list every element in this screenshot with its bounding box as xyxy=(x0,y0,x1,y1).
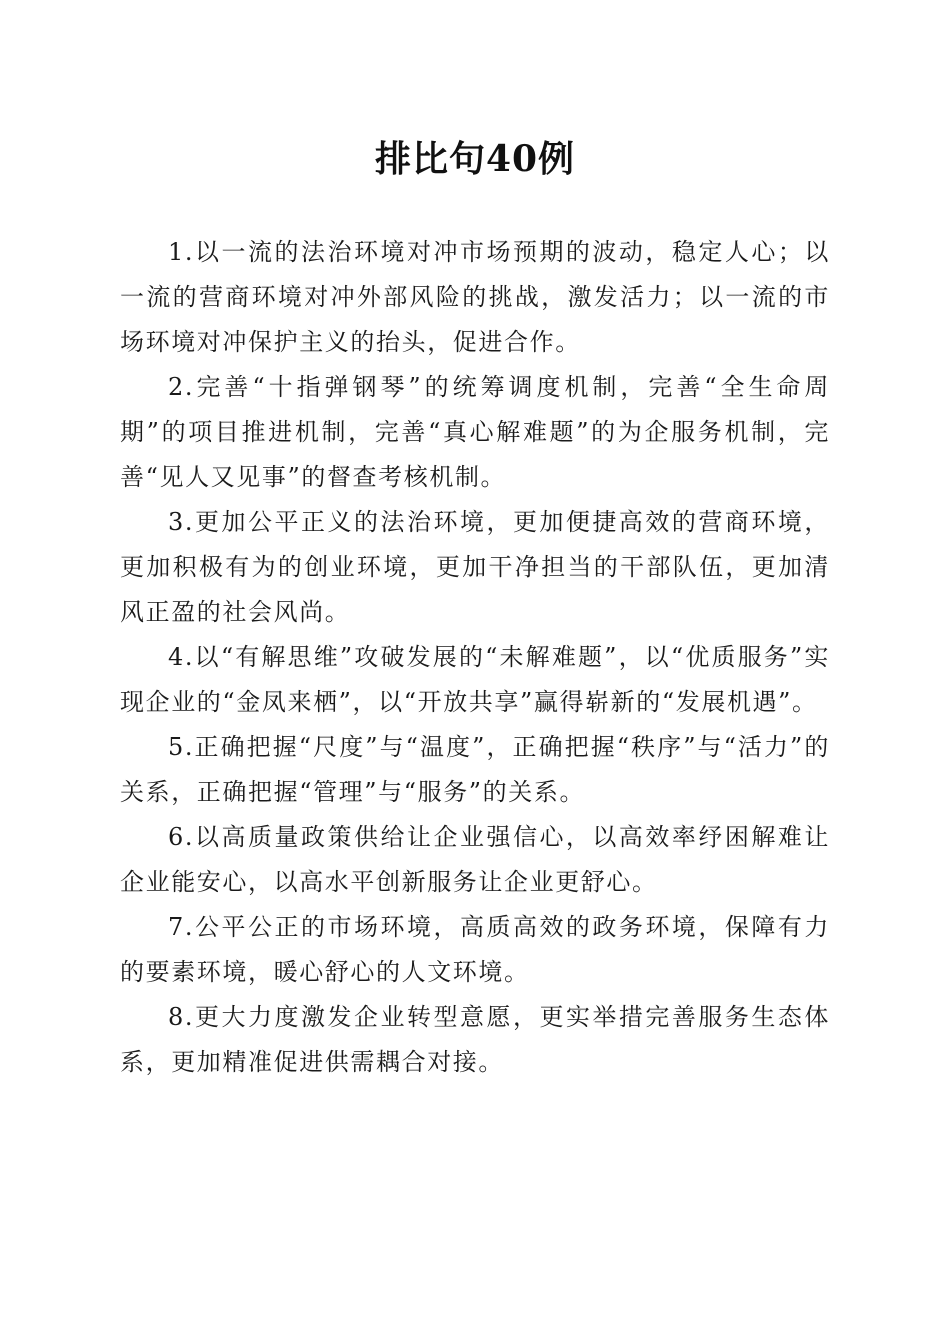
paragraph-2: 2.完善“十指弹钢琴”的统筹调度机制，完善“全生命周期”的项目推进机制，完善“真心解难题”的为企服务机制，完善“见人又见事”的督查考核机制。 xyxy=(120,373,830,491)
paragraph-1: 1.以一流的法治环境对冲市场预期的波动，稳定人心；以一流的营商环境对冲外部风险的挑战，激发活力；以一流的市场环境对冲保护主义的抬头，促进合作。 xyxy=(120,238,830,356)
paragraph-3: 3.更加公平正义的法治环境，更加便捷高效的营商环境，更加积极有为的创业环境，更加干净担当的干部队伍，更加清风正盈的社会风尚。 xyxy=(120,508,830,626)
paragraph-4: 4.以“有解思维”攻破发展的“未解难题”，以“优质服务”实现企业的“金凤来栖”，以“开放共享”赢得崭新的“发展机遇”。 xyxy=(120,643,830,716)
paragraph-8: 8.更大力度激发企业转型意愿，更实举措完善服务生态体系，更加精准促进供需耦合对接。 xyxy=(120,1003,830,1076)
paragraph-7: 7.公平公正的市场环境，高质高效的政务环境，保障有力的要素环境，暖心舒心的人文环境。 xyxy=(120,913,830,986)
paragraph-6: 6.以高质量政策供给让企业强信心，以高效率纾困解难让企业能安心，以高水平创新服务让企业更舒心。 xyxy=(120,823,830,896)
document-title: 排比句40例 xyxy=(374,138,576,180)
document-body xyxy=(120,230,830,1085)
paragraph-5: 5.正确把握“尺度”与“温度”，正确把握“秩序”与“活力”的关系，正确把握“管理”与“服务”的关系。 xyxy=(120,733,830,806)
